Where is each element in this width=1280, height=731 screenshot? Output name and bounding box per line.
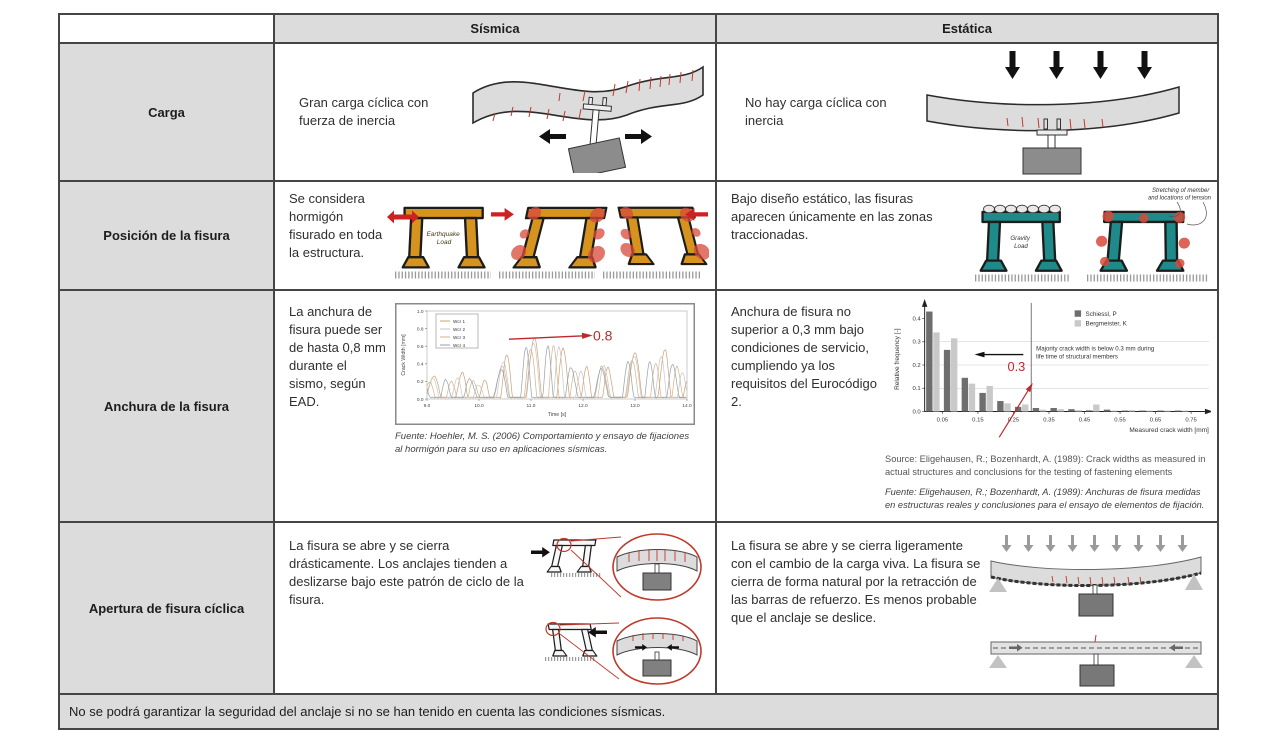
deformed-gravity-frame [1095,211,1191,271]
line-chart-caption: Fuente: Hoehler, M. S. (2006) Comportamiento y ensayo de fijaciones al hormigón para su uso en aplicaciones sísmicas. [395,431,690,456]
cell-apertura-estatica [717,523,1217,693]
cell-posicion-sismica [275,182,715,289]
right-arrow-icon [491,208,514,221]
svg-text:11.0: 11.0 [526,404,536,409]
cyclic-crack-figure [529,531,705,693]
svg-text:Time [s]: Time [s] [547,412,567,418]
down-arrow-icon [1093,51,1108,79]
svg-text:Wcr 4: Wcr 4 [453,342,465,348]
svg-text:0.35: 0.35 [1043,417,1055,424]
anchor-rod [1094,654,1098,665]
svg-text:0.8: 0.8 [593,327,613,344]
hanging-mass [643,573,671,590]
cell-posicion-estatica [717,182,1217,289]
svg-text:0.4: 0.4 [416,362,424,368]
svg-text:1.0: 1.0 [416,309,424,315]
svg-text:0.1: 0.1 [912,386,921,393]
cell-anchura-sismica [275,291,715,521]
bar-chart-source-en: Source: Eligehausen, R.; Bozenhardt, A. (1989): Crack widths as measured in actual structures and conclusions for the testing of fastening elements [885,454,1206,477]
svg-text:Majority crack width is below: Majority crack width is below 0.3 mm during [1036,345,1155,353]
hanging-mass [1080,665,1114,686]
svg-text:0.25: 0.25 [1007,417,1020,424]
svg-text:14.0: 14.0 [682,404,692,409]
svg-text:13.0: 13.0 [630,404,640,409]
svg-text:Wcr 2: Wcr 2 [453,326,465,332]
table-footer-note: No se podrá garantizar la seguridad del anclaje si no se han tenido en cuenta las condiciones sísmicas. [60,695,1217,728]
cell-apertura-sismica [275,523,715,693]
gravity-load-label: Gravity Load [1010,235,1030,250]
down-arrow-icon [1005,51,1020,79]
svg-text:0.6: 0.6 [416,345,424,350]
distributed-load-arrows [1002,535,1188,552]
cell-anchura-estatica [717,291,1217,521]
hanging-mass [1023,148,1081,174]
static-beam-figure [983,533,1211,691]
crack-width-bar-chart [885,299,1211,449]
gravity-frames-figure [971,184,1213,286]
posicion-estatica-text: Bajo diseño estático, las fisuras aparecen únicamente en las zonas traccionadas. [731,191,933,242]
right-arrow-icon [531,547,550,558]
svg-text:Crack Width [mm]: Crack Width [mm] [401,334,407,376]
svg-text:0.75: 0.75 [1185,417,1197,424]
cycle-close-group [545,618,701,684]
svg-text:Relative frequency [-]: Relative frequency [-] [893,328,901,390]
svg-text:0.2: 0.2 [912,362,921,369]
hanging-mass [568,138,625,173]
anchor-rod [1093,585,1097,594]
cycle-open-group [531,534,701,600]
earthquake-frames-figure [387,186,709,284]
svg-text:12.0: 12.0 [578,404,588,409]
svg-text:0.15: 0.15 [972,417,984,424]
down-arrow-icon [1049,51,1064,79]
right-arrow-icon [625,129,652,144]
posicion-sismica-text: Se considera hormigón fisurado en toda la estructura. [289,191,383,260]
svg-text:9.0: 9.0 [423,404,431,409]
apertura-estatica-text: La fisura se abre y se cierra ligeramente con el cambio de la carga viva. La fisura se cierra de forma natural por la retracción de las barras de refuerzo. Es menos probable que el anclaje se deslice. [731,538,981,625]
svg-text:Measured crack width [mm]: Measured crack width [mm] [1129,427,1209,435]
cell-carga-sismica [275,44,715,180]
svg-text:0.4: 0.4 [912,316,921,323]
anchor-rod [655,652,659,660]
svg-text:0.45: 0.45 [1078,417,1091,424]
svg-text:life time of structural member: life time of structural members [1036,353,1118,361]
row-label-anchura: Anchura de la fisura [60,291,273,521]
svg-text:0.3: 0.3 [912,339,921,346]
deformed-frame-right [508,207,615,267]
cell-carga-estatica [717,44,1217,180]
column-header-sismica: Sísmica [275,15,715,42]
svg-text:0.0: 0.0 [416,397,424,403]
row-label-carga: Carga [60,44,273,180]
svg-text:10.0: 10.0 [474,404,484,409]
earthquake-load-label: Earthquake Load [426,231,460,246]
row-label-apertura: Apertura de fisura cíclica [60,523,273,693]
header-empty-cell [60,15,273,42]
anchura-sismica-text: La anchura de fisura puede ser de hasta 0,8 mm durante el sismo, según EAD. [289,304,386,409]
sketch-frame [547,624,597,656]
crack-mark [1095,635,1096,642]
seismic-load-figure [465,51,710,173]
left-arrow-icon [539,129,566,144]
carga-estatica-text: No hay carga cíclica con inercia [745,95,887,128]
carga-sismica-text: Gran carga cíclica con fuerza de inercia [299,95,429,128]
unloaded-beam-group [989,635,1203,686]
svg-text:Wcr 3: Wcr 3 [453,334,465,340]
loaded-beam-group [989,535,1203,616]
svg-text:0.05: 0.05 [936,417,949,424]
hanging-mass [643,660,671,676]
svg-text:0.55: 0.55 [1114,417,1126,424]
svg-text:0.2: 0.2 [416,380,424,386]
anchura-estatica-text: Anchura de fisura no superior a 0,3 mm bajo condiciones de servicio, cumpliendo ya los requisitos del Eurocódigo 2. [731,304,877,409]
svg-text:0.0: 0.0 [912,409,921,416]
svg-text:Schiessl, P: Schiessl, P [1085,310,1117,318]
support-triangle [989,655,1007,668]
hanging-mass [1079,594,1113,616]
leader-line [1187,202,1206,225]
stretching-annotation: Stretching of member and locations of tension [1147,188,1211,202]
comparison-table [58,13,1219,730]
down-arrow-icon [1137,51,1152,79]
anchor-rod [655,564,659,573]
crack-width-line-chart [395,303,695,425]
bar-chart-source-es: Fuente: Eligehausen, R.; Bozenhardt, A. (1989): Anchuras de fisura medidas en estructuras reales y conclusiones para el ensayo de elementos de fijación. [885,487,1205,510]
sagging-slab [927,87,1179,131]
column-header-estatica: Estática [717,15,1217,42]
cracked-slab [473,67,703,123]
svg-text:Bergmeister, K: Bergmeister, K [1085,320,1127,328]
svg-text:0.65: 0.65 [1149,417,1162,424]
svg-text:0.3: 0.3 [1007,358,1026,374]
apertura-sismica-text: La fisura se abre y se cierra drásticamente. Los anclajes tienden a deslizarse bajo este patrón de ciclo de la fisura. [289,538,524,607]
support-triangle [1185,655,1203,668]
svg-text:Wcr 1: Wcr 1 [453,318,465,324]
svg-text:0.8: 0.8 [416,327,424,333]
static-load-figure [913,47,1193,177]
row-label-posicion: Posición de la fisura [60,182,273,289]
